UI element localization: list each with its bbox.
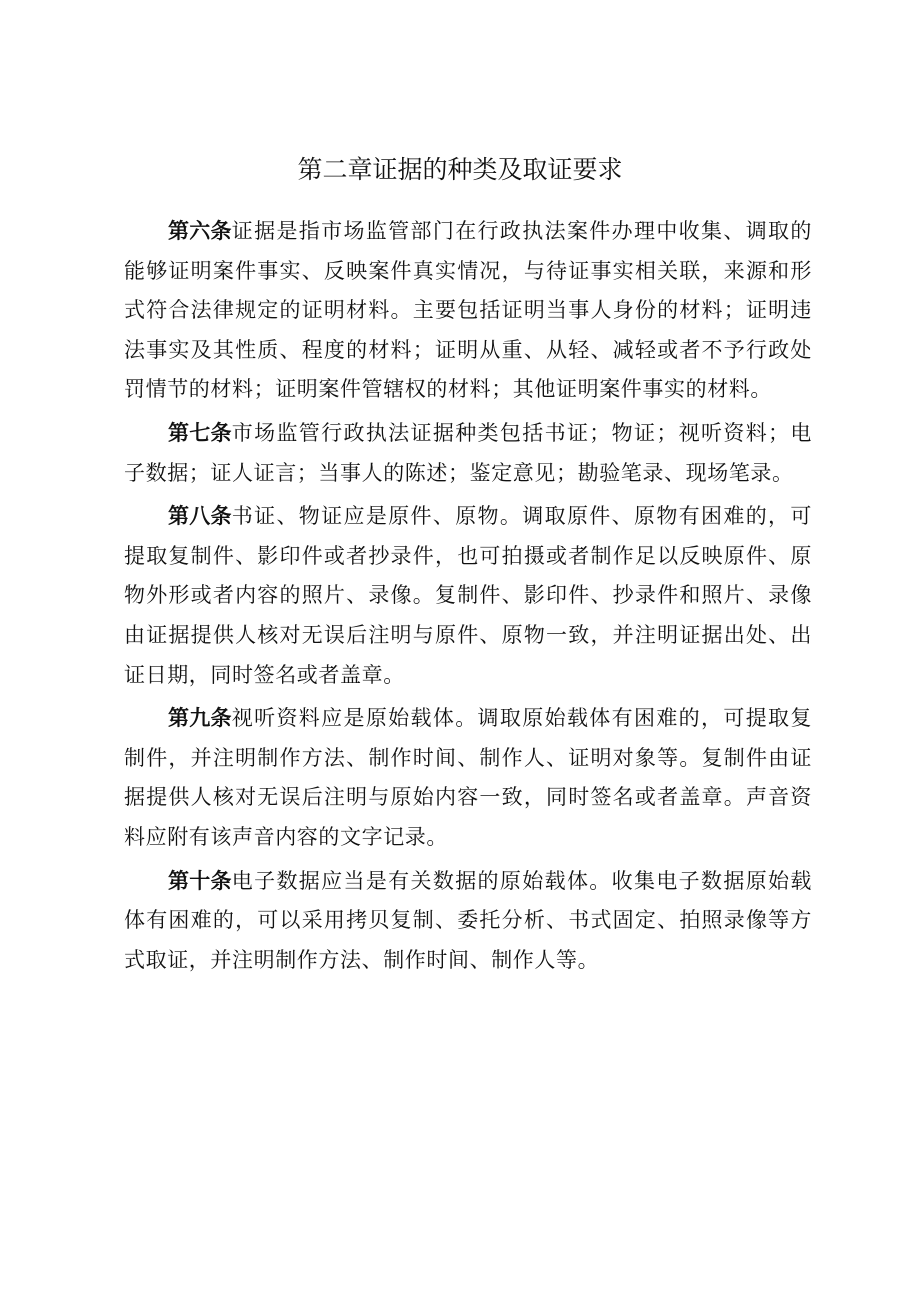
article-10 (124, 862, 812, 981)
article-number: 第八条 (168, 504, 232, 529)
article-7 (124, 414, 812, 493)
article-text: 证据是指市场监管部门在行政执法案件办理中收集、调取的能够证明案件事实、反映案件真实情况，与待证事实相关联，来源和形式符合法律规定的证明材料。主要包括证明当事人身份的材料；证明违法事实及其性质、程度的材料；证明从重、从轻、减轻或者不予行政处罚情节的材料；证明案件管辖权的材料；其他证明案件事实的材料。 (124, 219, 812, 402)
article-6 (124, 212, 812, 410)
article-text: 电子数据应当是有关数据的原始载体。收集电子数据原始载体有困难的，可以采用拷贝复制、委托分析、书式固定、拍照录像等方式取证，并注明制作方法、制作时间、制作人等。 (124, 868, 812, 972)
article-text: 市场监管行政执法证据种类包括书证；物证；视听资料；电子数据；证人证言；当事人的陈述；鉴定意见；勘验笔录、现场笔录。 (124, 420, 812, 485)
article-number: 第六条 (168, 219, 232, 243)
article-text: 视听资料应是原始载体。调取原始载体有困难的，可提取复制件，并注明制作方法、制作时间、制作人、证明对象等。复制件由证据提供人核对无误后注明与原始内容一致，同时签名或者盖章。声音资料应附有该声音内容的文字记录。 (124, 706, 812, 849)
article-text: 书证、物证应是原件、原物。调取原件、原物有困难的，可提取复制件、影印件或者抄录件，也可拍摄或者制作足以反映原件、原物外形或者内容的照片、录像。复制件、影印件、抄录件和照片、录像由证据提供人核对无误后注明与原件、原物一致，并注明证据出处、出证日期，同时签名或者盖章。 (124, 504, 812, 687)
article-number: 第十条 (168, 868, 232, 893)
article-8 (124, 497, 812, 695)
article-9 (124, 699, 812, 857)
article-number: 第九条 (168, 706, 232, 731)
chapter-title: 第二章证据的种类及取证要求 (297, 155, 623, 184)
article-list (124, 212, 812, 984)
article-number: 第七条 (168, 420, 232, 445)
